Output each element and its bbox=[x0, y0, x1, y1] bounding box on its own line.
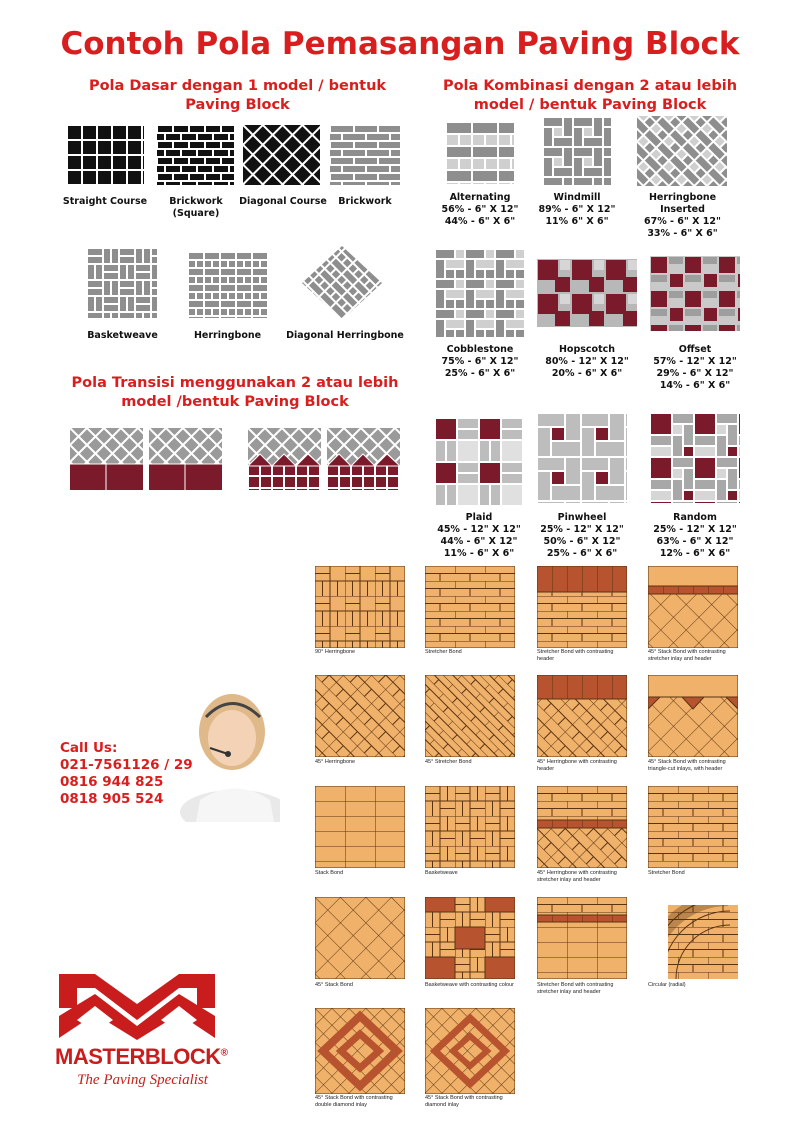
combo-caption bbox=[430, 344, 530, 380]
pattern-diagonal-course bbox=[243, 125, 320, 185]
combo-name: Herringbone Inserted bbox=[648, 192, 717, 215]
pattern-herringbone bbox=[188, 252, 268, 318]
pattern-caption: Herringbone bbox=[193, 330, 262, 341]
orange-pattern-stretcher-bond bbox=[425, 566, 515, 648]
pattern-alternating bbox=[446, 122, 514, 184]
pattern-hopscotch bbox=[537, 259, 637, 327]
orange-pattern-basketweave bbox=[425, 786, 515, 868]
transition-pattern-1 bbox=[70, 428, 143, 490]
combo-line: 29% - 6" X 12" bbox=[656, 368, 734, 379]
combo-name: Alternating bbox=[449, 192, 511, 203]
orange-caption: Stack Bond bbox=[315, 870, 344, 876]
combo-caption bbox=[643, 344, 747, 392]
pattern-caption: Brickwork bbox=[338, 196, 392, 207]
orange-pattern-45-stack-triangle bbox=[648, 675, 738, 757]
brand-text: MASTERBLOCK bbox=[55, 1044, 221, 1069]
orange-pattern-45-herringbone-header bbox=[537, 675, 627, 757]
combo-line: 57% - 12" X 12" bbox=[653, 356, 737, 367]
combo-line: 67% - 6" X 12" bbox=[644, 216, 721, 227]
pattern-herringbone-inserted bbox=[637, 116, 727, 186]
phone-number[interactable]: 0816 944 825 bbox=[60, 774, 164, 790]
combo-line: 63% - 6" X 12" bbox=[656, 536, 734, 547]
combo-name: Random bbox=[673, 512, 717, 523]
orange-caption: Stretcher Bond with contrasting header bbox=[537, 649, 614, 662]
contact-block bbox=[60, 740, 193, 808]
registered-mark: ® bbox=[220, 1047, 228, 1059]
combo-line: 44% - 6" X 6" bbox=[444, 216, 516, 227]
combo-line: 11% 6" X 6" bbox=[545, 216, 609, 227]
pattern-pinwheel bbox=[537, 413, 627, 503]
combo-line: 50% - 6" X 12" bbox=[543, 536, 621, 547]
pattern-brickwork bbox=[330, 125, 400, 185]
orange-caption: 45° Herringbone with contrasting stretcher inlay and header bbox=[537, 870, 617, 883]
combo-line: 89% - 6" X 12" bbox=[538, 204, 616, 215]
pattern-windmill bbox=[543, 117, 611, 185]
orange-caption: 45° Stack Bond with contrasting stretcher inlay and header bbox=[648, 649, 726, 662]
phone-number[interactable]: 021-7561126 / 29 bbox=[60, 757, 193, 773]
orange-pattern-diamond bbox=[425, 1008, 515, 1094]
orange-caption: 45° Stack Bond with contrasting double diamond inlay bbox=[315, 1095, 393, 1108]
combo-line: 25% - 6" X 6" bbox=[546, 548, 618, 559]
orange-pattern-45-stack-bond bbox=[315, 897, 405, 979]
pattern-random bbox=[650, 413, 740, 503]
pattern-basketweave bbox=[87, 248, 157, 318]
section-combination-title: Pola Kombinasi dengan 2 atau lebih model / bentuk Paving Block bbox=[442, 78, 738, 113]
pattern-caption: Straight Course bbox=[62, 196, 148, 207]
section-basic-title: Pola Dasar dengan 1 model / bentuk Paving Block bbox=[88, 78, 387, 113]
orange-pattern-stretcher-header bbox=[537, 566, 627, 648]
orange-pattern-circular bbox=[648, 897, 738, 979]
orange-pattern-45-stack-inlay-header bbox=[648, 566, 738, 648]
orange-caption: 45° Herringbone bbox=[315, 759, 356, 765]
combo-name: Windmill bbox=[553, 192, 601, 203]
pattern-caption: Brickwork (Square) bbox=[169, 196, 223, 219]
combo-line: 80% - 12" X 12" bbox=[545, 356, 629, 367]
orange-caption: Basketweave with contrasting colour bbox=[425, 982, 514, 988]
transition-pattern-2 bbox=[149, 428, 222, 490]
combo-caption bbox=[430, 192, 530, 228]
orange-caption: Stretcher Bond with contrasting stretcher inlay and header bbox=[537, 982, 614, 995]
call-us-label: Call Us: bbox=[60, 740, 118, 756]
orange-pattern-stretcher-inlay-header bbox=[537, 897, 627, 979]
combo-line: 11% - 6" X 6" bbox=[443, 548, 515, 559]
pattern-offset bbox=[650, 256, 740, 331]
orange-caption: Basketweave bbox=[425, 870, 458, 876]
combo-line: 12% - 6" X 6" bbox=[659, 548, 731, 559]
orange-caption: Circular (radial) bbox=[648, 982, 686, 988]
combo-line: 25% - 12" X 12" bbox=[540, 524, 624, 535]
transition-pattern-4 bbox=[327, 428, 400, 490]
orange-caption: 45° Stretcher Bond bbox=[425, 759, 472, 765]
orange-caption: Stretcher Bond bbox=[648, 870, 685, 876]
orange-caption: Stretcher Bond bbox=[425, 649, 462, 655]
orange-pattern-stretcher-bond-2 bbox=[648, 786, 738, 868]
orange-caption: 45° Stack Bond with contrasting triangle-cut inlays, with header bbox=[648, 759, 726, 772]
combo-line: 33% - 6" X 6" bbox=[647, 228, 718, 239]
combo-name: Hopscotch bbox=[558, 344, 616, 355]
combo-caption bbox=[625, 192, 740, 240]
orange-pattern-double-diamond bbox=[315, 1008, 405, 1094]
combo-caption bbox=[643, 512, 747, 560]
pattern-straight-course bbox=[67, 125, 144, 185]
orange-pattern-basketweave-colour bbox=[425, 897, 515, 979]
combo-line: 45% - 12" X 12" bbox=[437, 524, 521, 535]
brand-name bbox=[55, 1044, 228, 1070]
combo-name: Pinwheel bbox=[557, 512, 607, 523]
combo-caption bbox=[425, 512, 533, 560]
pattern-plaid bbox=[435, 418, 523, 506]
combo-name: Offset bbox=[678, 344, 712, 355]
combo-caption bbox=[527, 192, 627, 228]
pattern-brickwork-square bbox=[157, 125, 234, 185]
section-transition-title: Pola Transisi menggunakan 2 atau lebih model /bentuk Paving Block bbox=[71, 375, 399, 410]
transition-pattern-3 bbox=[248, 428, 321, 490]
combo-line: 14% - 6" X 6" bbox=[659, 380, 731, 391]
combo-line: 44% - 6" X 12" bbox=[440, 536, 518, 547]
pattern-caption: Basketweave bbox=[87, 330, 158, 341]
phone-number[interactable]: 0818 905 524 bbox=[60, 791, 164, 807]
orange-pattern-45-herringbone bbox=[315, 675, 405, 757]
combo-line: 56% - 6" X 12" bbox=[441, 204, 519, 215]
combo-line: 25% - 6" X 6" bbox=[444, 368, 516, 379]
orange-caption: 45° Stack Bond with contrasting diamond inlay bbox=[425, 1095, 503, 1108]
combo-caption bbox=[530, 512, 634, 560]
orange-pattern-45-herringbone-inlay bbox=[537, 786, 627, 868]
orange-caption: 90° Herringbone bbox=[315, 649, 356, 655]
brand-slogan: The Paving Specialist bbox=[77, 1072, 208, 1088]
orange-caption: 45° Stack Bond bbox=[315, 982, 353, 988]
combo-name: Plaid bbox=[465, 512, 493, 523]
orange-pattern-stack-bond bbox=[315, 786, 405, 868]
combo-line: 25% - 12" X 12" bbox=[653, 524, 737, 535]
combo-line: 75% - 6" X 12" bbox=[441, 356, 519, 367]
orange-pattern-90-herringbone bbox=[315, 566, 405, 648]
masterblock-logo-icon bbox=[55, 966, 220, 1042]
pattern-cobblestone bbox=[435, 249, 525, 337]
combo-name: Cobblestone bbox=[446, 344, 514, 355]
orange-pattern-45-stretcher-bond bbox=[425, 675, 515, 757]
pattern-caption: Diagonal Course bbox=[239, 196, 327, 207]
combo-line: 20% - 6" X 6" bbox=[551, 368, 623, 379]
pattern-caption: Diagonal Herringbone bbox=[286, 330, 404, 341]
combo-caption bbox=[535, 344, 639, 380]
orange-caption: 45° Herringbone with contrasting header bbox=[537, 759, 617, 772]
page-title: Contoh Pola Pemasangan Paving Block bbox=[60, 26, 740, 62]
pattern-diagonal-herringbone bbox=[302, 246, 382, 320]
